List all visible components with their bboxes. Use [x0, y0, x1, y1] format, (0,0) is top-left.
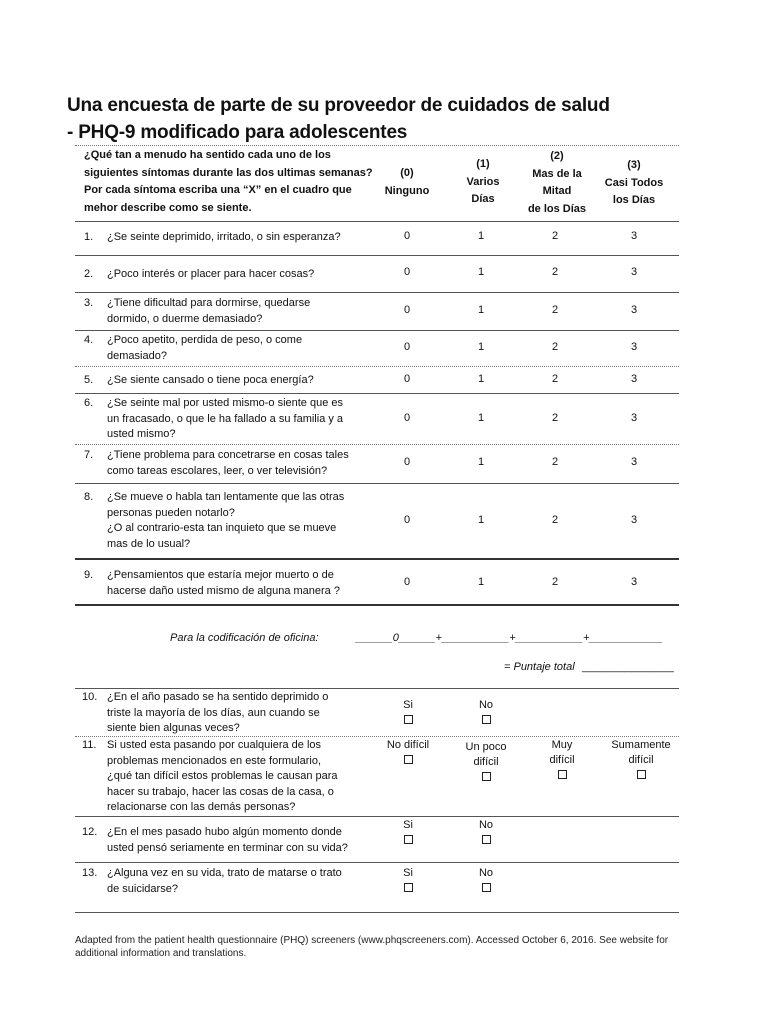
divider: [75, 255, 679, 256]
option-muy-dificil[interactable]: Muy difícil: [526, 738, 598, 784]
item-number: 11.: [82, 739, 97, 751]
column-header-3: (3) Casi Todos los Días: [604, 159, 664, 206]
divider: [75, 558, 679, 560]
item-question: ¿Poco apetito, perdida de peso, o come demasiado?: [107, 334, 303, 362]
option-si[interactable]: Si: [378, 818, 438, 849]
score-option[interactable]: 1: [477, 576, 485, 588]
item-question: ¿Poco interés or placer para hacer cosas?: [107, 268, 315, 280]
score-option[interactable]: 1: [477, 304, 485, 316]
divider: [75, 292, 679, 293]
item-number: 12.: [82, 826, 98, 838]
footer-note: Adapted from the patient health questionnaire (PHQ) screeners (www.phqscreeners.com). Accessed October 6, 2016. See website for additional information and translations.: [75, 935, 669, 959]
checkbox[interactable]: [404, 883, 413, 892]
score-option[interactable]: 3: [630, 266, 638, 278]
score-option[interactable]: 1: [477, 373, 485, 385]
item-number: 9.: [84, 569, 94, 581]
option-sumamente-dificil[interactable]: Sumamente difícil: [600, 738, 682, 784]
divider: [75, 145, 679, 146]
column-header-2: (2) Mas de la Mitad de los Días: [527, 150, 587, 215]
option-si[interactable]: Si: [378, 698, 438, 729]
item-question: ¿Tiene dificultad para dormirse, quedarse dormido, o duerme demasiado?: [107, 297, 311, 325]
item-question: Si usted esta pasando por cualquiera de los problemas mencionados en este formulario, ¿qué tan difícil estos problemas le causan para hacer su trabajo, hacer las cosas de la casa, o relacionarse con las demás personas?: [107, 739, 338, 813]
item-number: 5.: [84, 374, 94, 386]
score-option[interactable]: 2: [551, 456, 559, 468]
score-option[interactable]: 0: [403, 456, 411, 468]
score-option[interactable]: 1: [477, 341, 485, 353]
option-un-poco-dificil[interactable]: Un poco difícil: [448, 740, 524, 786]
divider: [75, 862, 679, 863]
item-number: 1.: [84, 231, 94, 243]
score-option[interactable]: 2: [551, 266, 559, 278]
score-option[interactable]: 3: [630, 456, 638, 468]
item-number: 3.: [84, 297, 94, 309]
divider: [75, 912, 679, 913]
checkbox[interactable]: [404, 755, 413, 764]
item-number: 13.: [82, 867, 98, 879]
score-option[interactable]: 2: [551, 373, 559, 385]
item-question: ¿Se siente cansado o tiene poca energía?: [107, 374, 314, 386]
checkbox[interactable]: [482, 883, 491, 892]
option-no[interactable]: No: [456, 698, 516, 729]
score-option[interactable]: 1: [477, 456, 485, 468]
divider: [75, 816, 679, 817]
column-header-0: (0) Ninguno: [384, 167, 430, 197]
item-question: ¿Alguna vez en su vida, trato de matarse o trato de suicidarse?: [107, 867, 342, 895]
score-option[interactable]: 3: [630, 341, 638, 353]
item-number: 4.: [84, 334, 94, 346]
score-option[interactable]: 1: [477, 514, 485, 526]
total-score-field[interactable]: _______________: [582, 661, 674, 673]
column-header-1: (1) Varios Días: [466, 158, 500, 205]
checkbox[interactable]: [558, 770, 567, 779]
divider: [75, 483, 679, 484]
score-option[interactable]: 0: [403, 266, 411, 278]
item-question: ¿Tiene problema para concetrarse en cosas tales como tareas escolares, leer, o ver televisión?: [107, 449, 349, 477]
divider: [75, 366, 679, 367]
checkbox[interactable]: [482, 772, 491, 781]
score-option[interactable]: 1: [477, 412, 485, 424]
score-option[interactable]: 0: [403, 514, 411, 526]
item-number: 6.: [84, 397, 94, 409]
score-option[interactable]: 2: [551, 230, 559, 242]
total-score-label: = Puntaje total: [504, 661, 575, 673]
divider: [75, 688, 679, 689]
score-option[interactable]: 0: [403, 412, 411, 424]
item-question: ¿Pensamientos que estaría mejor muerto o de hacerse daño usted mismo de alguna manera ?: [107, 569, 340, 597]
item-number: 10.: [82, 691, 98, 703]
office-coding-formula[interactable]: ______0______+___________+___________+____________: [356, 632, 663, 644]
score-option[interactable]: 2: [551, 514, 559, 526]
checkbox[interactable]: [482, 715, 491, 724]
item-number: 2.: [84, 268, 94, 280]
page-subtitle: - PHQ-9 modificado para adolescentes: [67, 122, 408, 143]
option-si[interactable]: Si: [378, 866, 438, 897]
option-no[interactable]: No: [456, 818, 516, 849]
score-option[interactable]: 1: [477, 266, 485, 278]
item-question: ¿En el año pasado se ha sentido deprimido o triste la mayoría de los días, aun cuando se siente bien algunas veces?: [107, 691, 329, 734]
score-option[interactable]: 0: [403, 304, 411, 316]
divider: [75, 330, 679, 331]
score-option[interactable]: 3: [630, 373, 638, 385]
score-option[interactable]: 2: [551, 341, 559, 353]
score-option[interactable]: 3: [630, 576, 638, 588]
checkbox[interactable]: [404, 715, 413, 724]
score-option[interactable]: 0: [403, 230, 411, 242]
item-question: ¿Se seinte deprimido, irritado, o sin esperanza?: [107, 231, 341, 243]
office-coding-label: Para la codificación de oficina:: [170, 632, 319, 644]
item-number: 7.: [84, 449, 94, 461]
checkbox[interactable]: [404, 835, 413, 844]
item-question: ¿Se seinte mal por usted mismo-o siente que es un fracasado, o que le ha fallado a su familia y a usted mismo?: [107, 397, 344, 440]
item-question: ¿Se mueve o habla tan lentamente que las otras personas pueden notarlo? ¿O al contrario-esta tan inquieto que se mueve mas de lo usual?: [107, 491, 345, 550]
option-no-dificil[interactable]: No difícil: [370, 738, 446, 769]
score-option[interactable]: 1: [477, 230, 485, 242]
item-question: ¿En el mes pasado hubo algún momento donde usted pensó seriamente en terminar con su vida?: [107, 826, 348, 854]
score-option[interactable]: 0: [403, 576, 411, 588]
divider: [75, 393, 679, 394]
score-option[interactable]: 2: [551, 576, 559, 588]
divider: [75, 736, 679, 737]
option-no[interactable]: No: [456, 866, 516, 897]
divider: [75, 604, 679, 606]
score-option[interactable]: 0: [403, 373, 411, 385]
score-option[interactable]: 3: [630, 412, 638, 424]
score-option[interactable]: 0: [403, 341, 411, 353]
header-question: ¿Qué tan a menudo ha sentido cada uno de los siguientes síntomas durante las dos ultimas semanas? Por cada síntoma escriba una “X” en el cuadro que mehor describe como se siente.: [84, 149, 373, 214]
score-option[interactable]: 3: [630, 304, 638, 316]
checkbox[interactable]: [637, 770, 646, 779]
score-option[interactable]: 3: [630, 230, 638, 242]
score-option[interactable]: 2: [551, 304, 559, 316]
page-title: Una encuesta de parte de su proveedor de cuidados de salud: [67, 95, 610, 116]
item-number: 8.: [84, 491, 94, 503]
score-option[interactable]: 3: [630, 514, 638, 526]
score-option[interactable]: 2: [551, 412, 559, 424]
checkbox[interactable]: [482, 835, 491, 844]
divider: [75, 221, 679, 222]
divider: [75, 444, 679, 445]
